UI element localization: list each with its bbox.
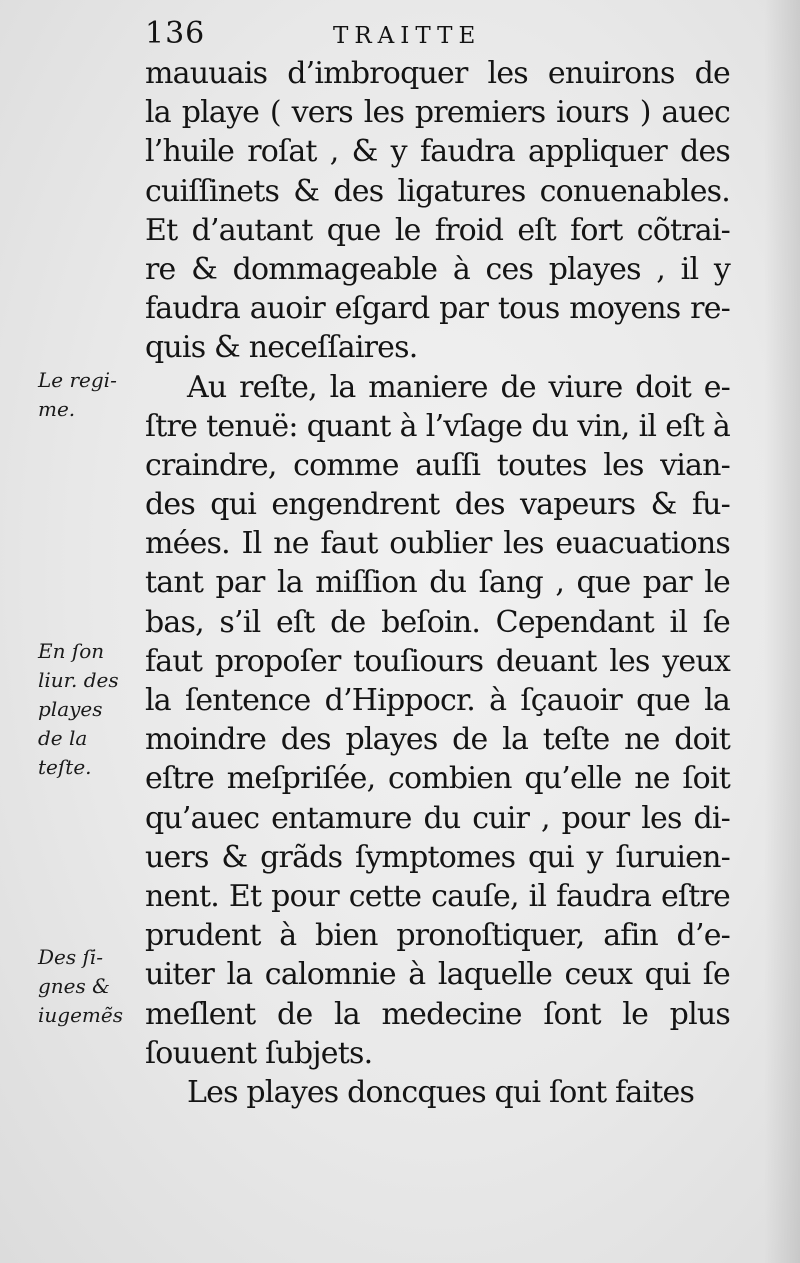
page-header bbox=[145, 14, 705, 54]
paragraph-start-line: Les playes doncques qui ſont faites bbox=[187, 1074, 695, 1110]
text-line: nent. Et pour cette cauſe, il faudra eſtre bbox=[145, 878, 730, 914]
text-line: qu’auec entamure du cuir , pour les di- bbox=[145, 800, 730, 836]
text-line: la ſentence d’Hippocr. à ſçauoir que la bbox=[145, 683, 730, 718]
text-line: re & dommageable à ces playes , il y bbox=[145, 251, 730, 287]
text-line: ſtre tenuë: quant à l’vſage du vin, il eſt à bbox=[145, 408, 730, 444]
text-line: cuiſſinets & des ligatures conuenables. bbox=[145, 173, 730, 209]
text-line: quis & neceſſaires. bbox=[145, 330, 418, 366]
margin-note-line: playes bbox=[38, 697, 103, 721]
margin-note-line: de la bbox=[38, 726, 88, 750]
text-line: tant par la miſſion du ſang , que par le bbox=[145, 565, 730, 601]
text-line: mées. Il ne faut oublier les euacuations bbox=[145, 526, 730, 562]
text-line: faut propoſer touſiours deuant les yeux bbox=[145, 643, 730, 679]
text-line: meſlent de la medecine ſont le plus bbox=[145, 996, 730, 1032]
page-number: 136 bbox=[145, 16, 206, 51]
text-line: uers & grãds ſymptomes qui y ſuruien- bbox=[145, 839, 730, 875]
text-line: ſouuent ſubjets. bbox=[145, 1035, 373, 1071]
margin-note-regime bbox=[38, 366, 153, 424]
margin-note-line: teſte. bbox=[38, 755, 92, 779]
text-line: bas, s’il eſt de beſoin. Cependant il ſe bbox=[145, 604, 730, 640]
margin-note-line: gnes & bbox=[38, 974, 110, 998]
margin-note-hippocrates bbox=[38, 637, 153, 782]
margin-note-line: Des ſi- bbox=[38, 945, 104, 969]
text-line: Et d’autant que le froid eſt fort cõtrai- bbox=[145, 212, 730, 248]
text-line: faudra auoir eſgard par tous moyens re- bbox=[145, 291, 730, 327]
body-text bbox=[145, 54, 730, 1112]
text-line: mauuais d’imbroquer les enuirons de bbox=[145, 56, 730, 91]
margin-note-line: En ſon bbox=[38, 639, 105, 663]
text-line: moindre des playes de la teſte ne doit bbox=[145, 722, 730, 758]
margin-note-line: me. bbox=[38, 397, 76, 421]
text-line: prudent à bien pronoſtiquer, afin d’e- bbox=[145, 918, 730, 954]
margin-note-line: Le regi- bbox=[38, 368, 117, 392]
page-edge-shadow bbox=[764, 0, 800, 1263]
running-title: TRAITTE bbox=[333, 23, 482, 49]
text-line: uiter la calomnie à laquelle ceux qui ſe bbox=[145, 957, 730, 993]
text-line: la playe ( vers les premiers iours ) auec bbox=[145, 95, 730, 131]
margin-note-signes bbox=[38, 943, 153, 1030]
text-line: craindre, comme auſſi toutes les vian- bbox=[145, 447, 730, 483]
margin-note-line: iugemẽs bbox=[38, 1003, 123, 1027]
paragraph-start-line: Au reſte, la maniere de viure doit e- bbox=[187, 369, 730, 405]
text-line: des qui engendrent des vapeurs & fu- bbox=[145, 487, 730, 523]
margin-note-line: liur. des bbox=[38, 668, 119, 692]
text-line: l’huile roſat , & y faudra appliquer des bbox=[145, 134, 730, 170]
text-line: eſtre meſpriſée, combien qu’elle ne ſoit bbox=[145, 761, 730, 797]
